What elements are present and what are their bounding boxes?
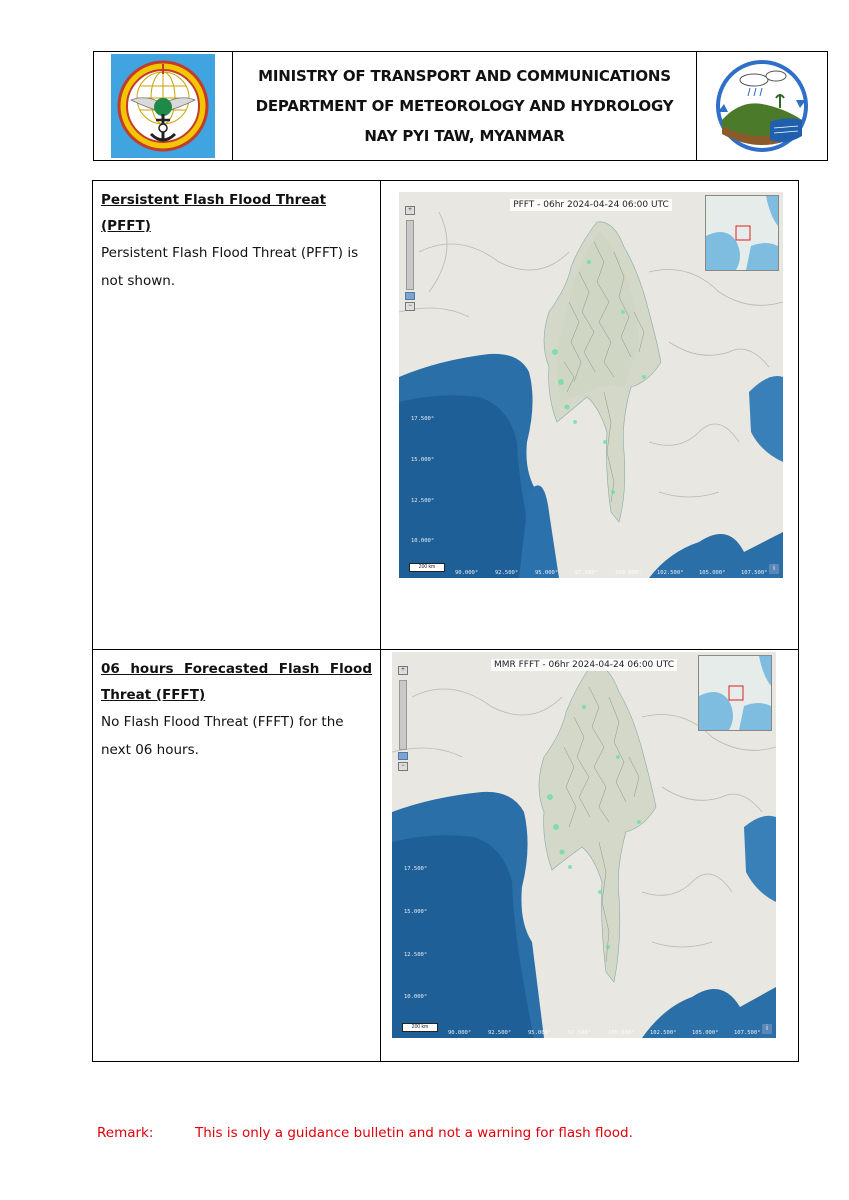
ffft-map-cell [381,650,798,1061]
lat-tick: 15.000° [404,909,428,915]
pfft-row [93,181,798,650]
zoom-control[interactable] [405,206,415,316]
zoom-handle[interactable] [398,752,408,760]
lon-tick: 95.000° [528,1030,552,1036]
ffft-title-line2: Threat (FFFT) [101,687,206,703]
lon-tick: 107.500° [734,1030,761,1036]
bulletin-header [93,51,828,161]
lon-tick: 105.000° [699,570,726,576]
bulletin-table [92,180,799,1062]
pfft-title: Persistent Flash Flood Threat (PFFT) [101,192,327,234]
pfft-text-cell [93,181,381,649]
zoom-slider[interactable] [399,680,407,750]
header-title-block [233,52,697,160]
lon-tick: 92.500° [488,1030,512,1036]
lat-tick: 17.500° [404,866,428,872]
overview-inset-map[interactable] [705,195,779,271]
overview-inset-map[interactable] [698,655,772,731]
lat-tick: 12.500° [404,952,428,958]
lat-tick: 12.500° [411,498,435,504]
lon-tick: 97.500° [575,570,599,576]
ffft-title-line1: 06 hours Forecasted Flash Flood [101,661,372,677]
pfft-map[interactable] [399,192,783,578]
scale-bar: 200 km [409,563,445,572]
ministry-emblem-icon [111,54,215,158]
lat-tick: 17.500° [411,416,435,422]
lon-tick: 92.500° [495,570,519,576]
pfft-map-cell [381,181,798,649]
info-button[interactable]: i [769,564,779,574]
hydrology-cycle-emblem-icon [710,56,814,156]
zoom-out-button[interactable]: − [405,302,415,311]
ffft-map[interactable] [392,652,776,1038]
lon-tick: 102.500° [657,570,684,576]
info-button[interactable]: i [762,1024,772,1034]
lat-tick: 15.000° [411,457,435,463]
left-logo-cell [94,52,233,160]
ffft-text-cell [93,650,381,1061]
ffft-description: No Flash Flood Threat (FFFT) for the next 06 hours. [101,714,344,758]
lon-tick: 100.000° [615,570,642,576]
location-name: NAY PYI TAW, MYANMAR [364,127,565,145]
map-title: PFFT - 06hr 2024-04-24 06:00 UTC [399,200,783,210]
lon-tick: 107.500° [741,570,768,576]
zoom-control[interactable] [398,666,408,776]
ministry-name: MINISTRY OF TRANSPORT AND COMMUNICATIONS [258,67,671,85]
remark-text: This is only a guidance bulletin and not a warning for flash flood. [195,1125,633,1141]
map-title: MMR FFFT - 06hr 2024-04-24 06:00 UTC [392,660,776,670]
zoom-handle[interactable] [405,292,415,300]
zoom-out-button[interactable]: − [398,762,408,771]
lat-tick: 10.000° [411,538,435,544]
zoom-in-button[interactable]: + [405,206,415,215]
lon-tick: 102.500° [650,1030,677,1036]
zoom-in-button[interactable]: + [398,666,408,675]
pfft-description: Persistent Flash Flood Threat (PFFT) is not shown. [101,245,359,289]
lon-tick: 90.000° [448,1030,472,1036]
department-name: DEPARTMENT OF METEOROLOGY AND HYDROLOGY [255,97,674,115]
scale-bar: 200 km [402,1023,438,1032]
remark-label: Remark: [97,1125,154,1141]
zoom-slider[interactable] [406,220,414,290]
lon-tick: 100.000° [608,1030,635,1036]
lon-tick: 90.000° [455,570,479,576]
lon-tick: 105.000° [692,1030,719,1036]
lon-tick: 95.000° [535,570,559,576]
remark [97,1125,633,1141]
right-logo-cell [697,52,827,160]
ffft-row [93,650,798,1061]
lat-tick: 10.000° [404,994,428,1000]
lon-tick: 97.500° [568,1030,592,1036]
